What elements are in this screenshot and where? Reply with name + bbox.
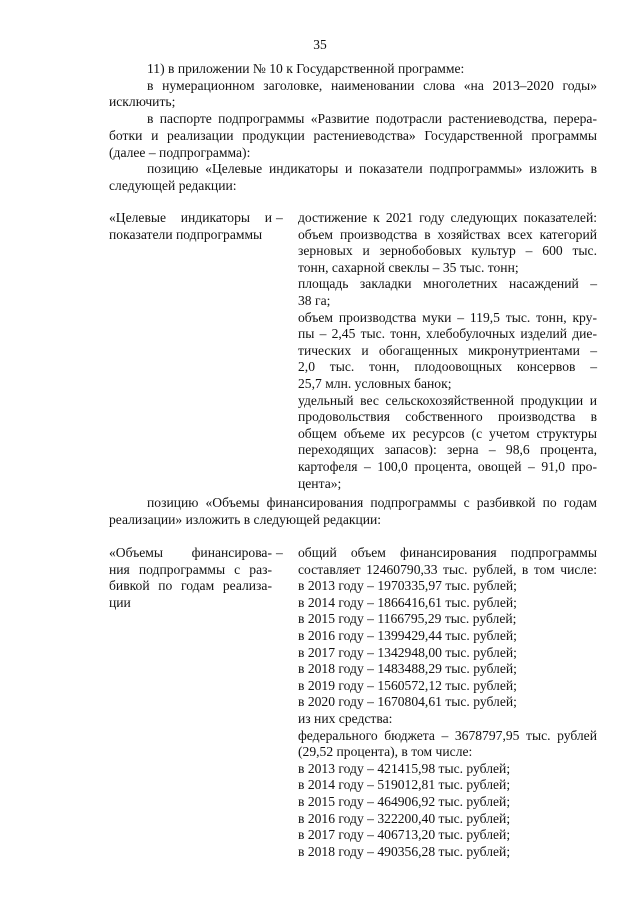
targets-value-line: тонн, сахарной свеклы – 35 тыс. тонн; <box>298 259 519 275</box>
financing-value-line: в 2020 году – 1670804,61 тыс. рублей; <box>298 694 517 710</box>
targets-label-line: «Целевые индикаторы и <box>109 210 272 225</box>
text-line: исключить; <box>109 94 176 110</box>
targets-value-line: 38 га; <box>298 292 331 308</box>
financing-value-line: из них средства: <box>298 710 393 726</box>
page-number: 35 <box>313 37 327 52</box>
financing-value-line: в 2018 году – 1483488,29 тыс. рублей; <box>298 661 517 677</box>
financing-label-line: ции <box>109 594 131 610</box>
financing-value-line: в 2015 году – 1166795,29 тыс. рублей; <box>298 611 517 627</box>
financing-label <box>109 545 272 611</box>
text-line: в нумерационном заголовке, наименовании слова «на 2013–2020 годы» <box>147 77 597 93</box>
targets-value-line: тических и обогащенных микронутриентами – <box>298 342 597 358</box>
financing-value-line: в 2014 году – 1866416,61 тыс. рублей; <box>298 594 517 610</box>
targets-value-line: 25,7 млн. условных банок; <box>298 375 452 391</box>
text-line: реализации» изложить в следующей редакции: <box>109 511 382 527</box>
targets-value-line: картофеля – 100,0 процента, овощей – 91,0 про- <box>298 458 597 474</box>
text-line: в паспорте подпрограммы «Развитие подотрасли растениеводства, перера- <box>147 111 597 127</box>
targets-dash: – <box>276 210 283 225</box>
financing-label-line: «Объемы финансирова- <box>109 545 272 560</box>
financing-dash: – <box>276 545 283 560</box>
financing-values <box>298 545 597 860</box>
targets-value-line: объем производства муки – 119,5 тыс. тонн, кру- <box>298 309 597 325</box>
financing-value-line: в 2019 году – 1560572,12 тыс. рублей; <box>298 677 517 693</box>
text-line: (далее – подпрограмма): <box>109 144 251 160</box>
financing-value-line: общий объем финансирования подпрограммы <box>298 545 597 560</box>
text-line: позицию «Объемы финансирования подпрограммы с разбивкой по годам <box>147 495 597 510</box>
financing-value-line: в 2013 году – 1970335,97 тыс. рублей; <box>298 578 517 594</box>
text-line: ботки и реализации продукции растениеводства» Государственной программы <box>109 127 597 143</box>
financing-value-line: в 2015 году – 464906,92 тыс. рублей; <box>298 793 511 809</box>
financing-value-line: (29,52 процента), в том числе: <box>298 744 473 760</box>
targets-value-line: общем объеме их ресурсов (с учетом структуры <box>298 425 597 441</box>
financing-value-line: в 2016 году – 1399429,44 тыс. рублей; <box>298 627 517 643</box>
targets-value-line: цента»; <box>298 475 342 491</box>
targets-value-line: переходящих запасов): зерна – 98,6 процента, <box>298 442 597 458</box>
targets-value-line: продовольствия собственного производства в <box>298 409 597 425</box>
targets-value-line: 2,0 тыс. тонн, плодоовощных консервов – <box>298 359 597 375</box>
targets-value-line: достижение к 2021 году следующих показателей: <box>298 210 597 225</box>
financing-value-line: федерального бюджета – 3678797,95 тыс. рублей <box>298 727 597 743</box>
text-line: 11) в приложении № 10 к Государственной программе: <box>147 61 465 76</box>
financing-value-line: в 2017 году – 1342948,00 тыс. рублей; <box>298 644 517 660</box>
financing-value-line: в 2016 году – 322200,40 тыс. рублей; <box>298 810 511 826</box>
targets-value-line: объем производства в хозяйствах всех категорий <box>298 226 597 242</box>
targets-value-line: площадь закладки многолетних насаждений – <box>298 276 597 292</box>
financing-label-line: бивкой по годам реализа- <box>109 578 272 594</box>
financing-value-line: в 2014 году – 519012,81 тыс. рублей; <box>298 777 511 793</box>
text-line: следующей редакции: <box>109 177 237 193</box>
targets-label <box>109 210 272 243</box>
financing-value-line: в 2018 году – 490356,28 тыс. рублей; <box>298 843 511 859</box>
financing-value-line: составляет 12460790,33 тыс. рублей, в том числе: <box>298 561 597 577</box>
targets-value-line: зерновых и зернобобовых культур – 600 тыс. <box>298 243 597 259</box>
text-line: позицию «Целевые индикаторы и показатели подпрограммы» изложить в <box>147 161 597 177</box>
targets-label-line: показатели подпрограммы <box>109 226 263 242</box>
targets-values <box>298 210 597 492</box>
financing-value-line: в 2013 году – 421415,98 тыс. рублей; <box>298 760 511 776</box>
financing-value-line: в 2017 году – 406713,20 тыс. рублей; <box>298 827 511 843</box>
targets-value-line: удельный вес сельскохозяйственной продукции и <box>298 392 597 408</box>
targets-value-line: пы – 2,45 тыс. тонн, хлебобулочных изделий дие- <box>298 326 597 342</box>
financing-label-line: ния подпрограммы с раз- <box>109 561 272 577</box>
